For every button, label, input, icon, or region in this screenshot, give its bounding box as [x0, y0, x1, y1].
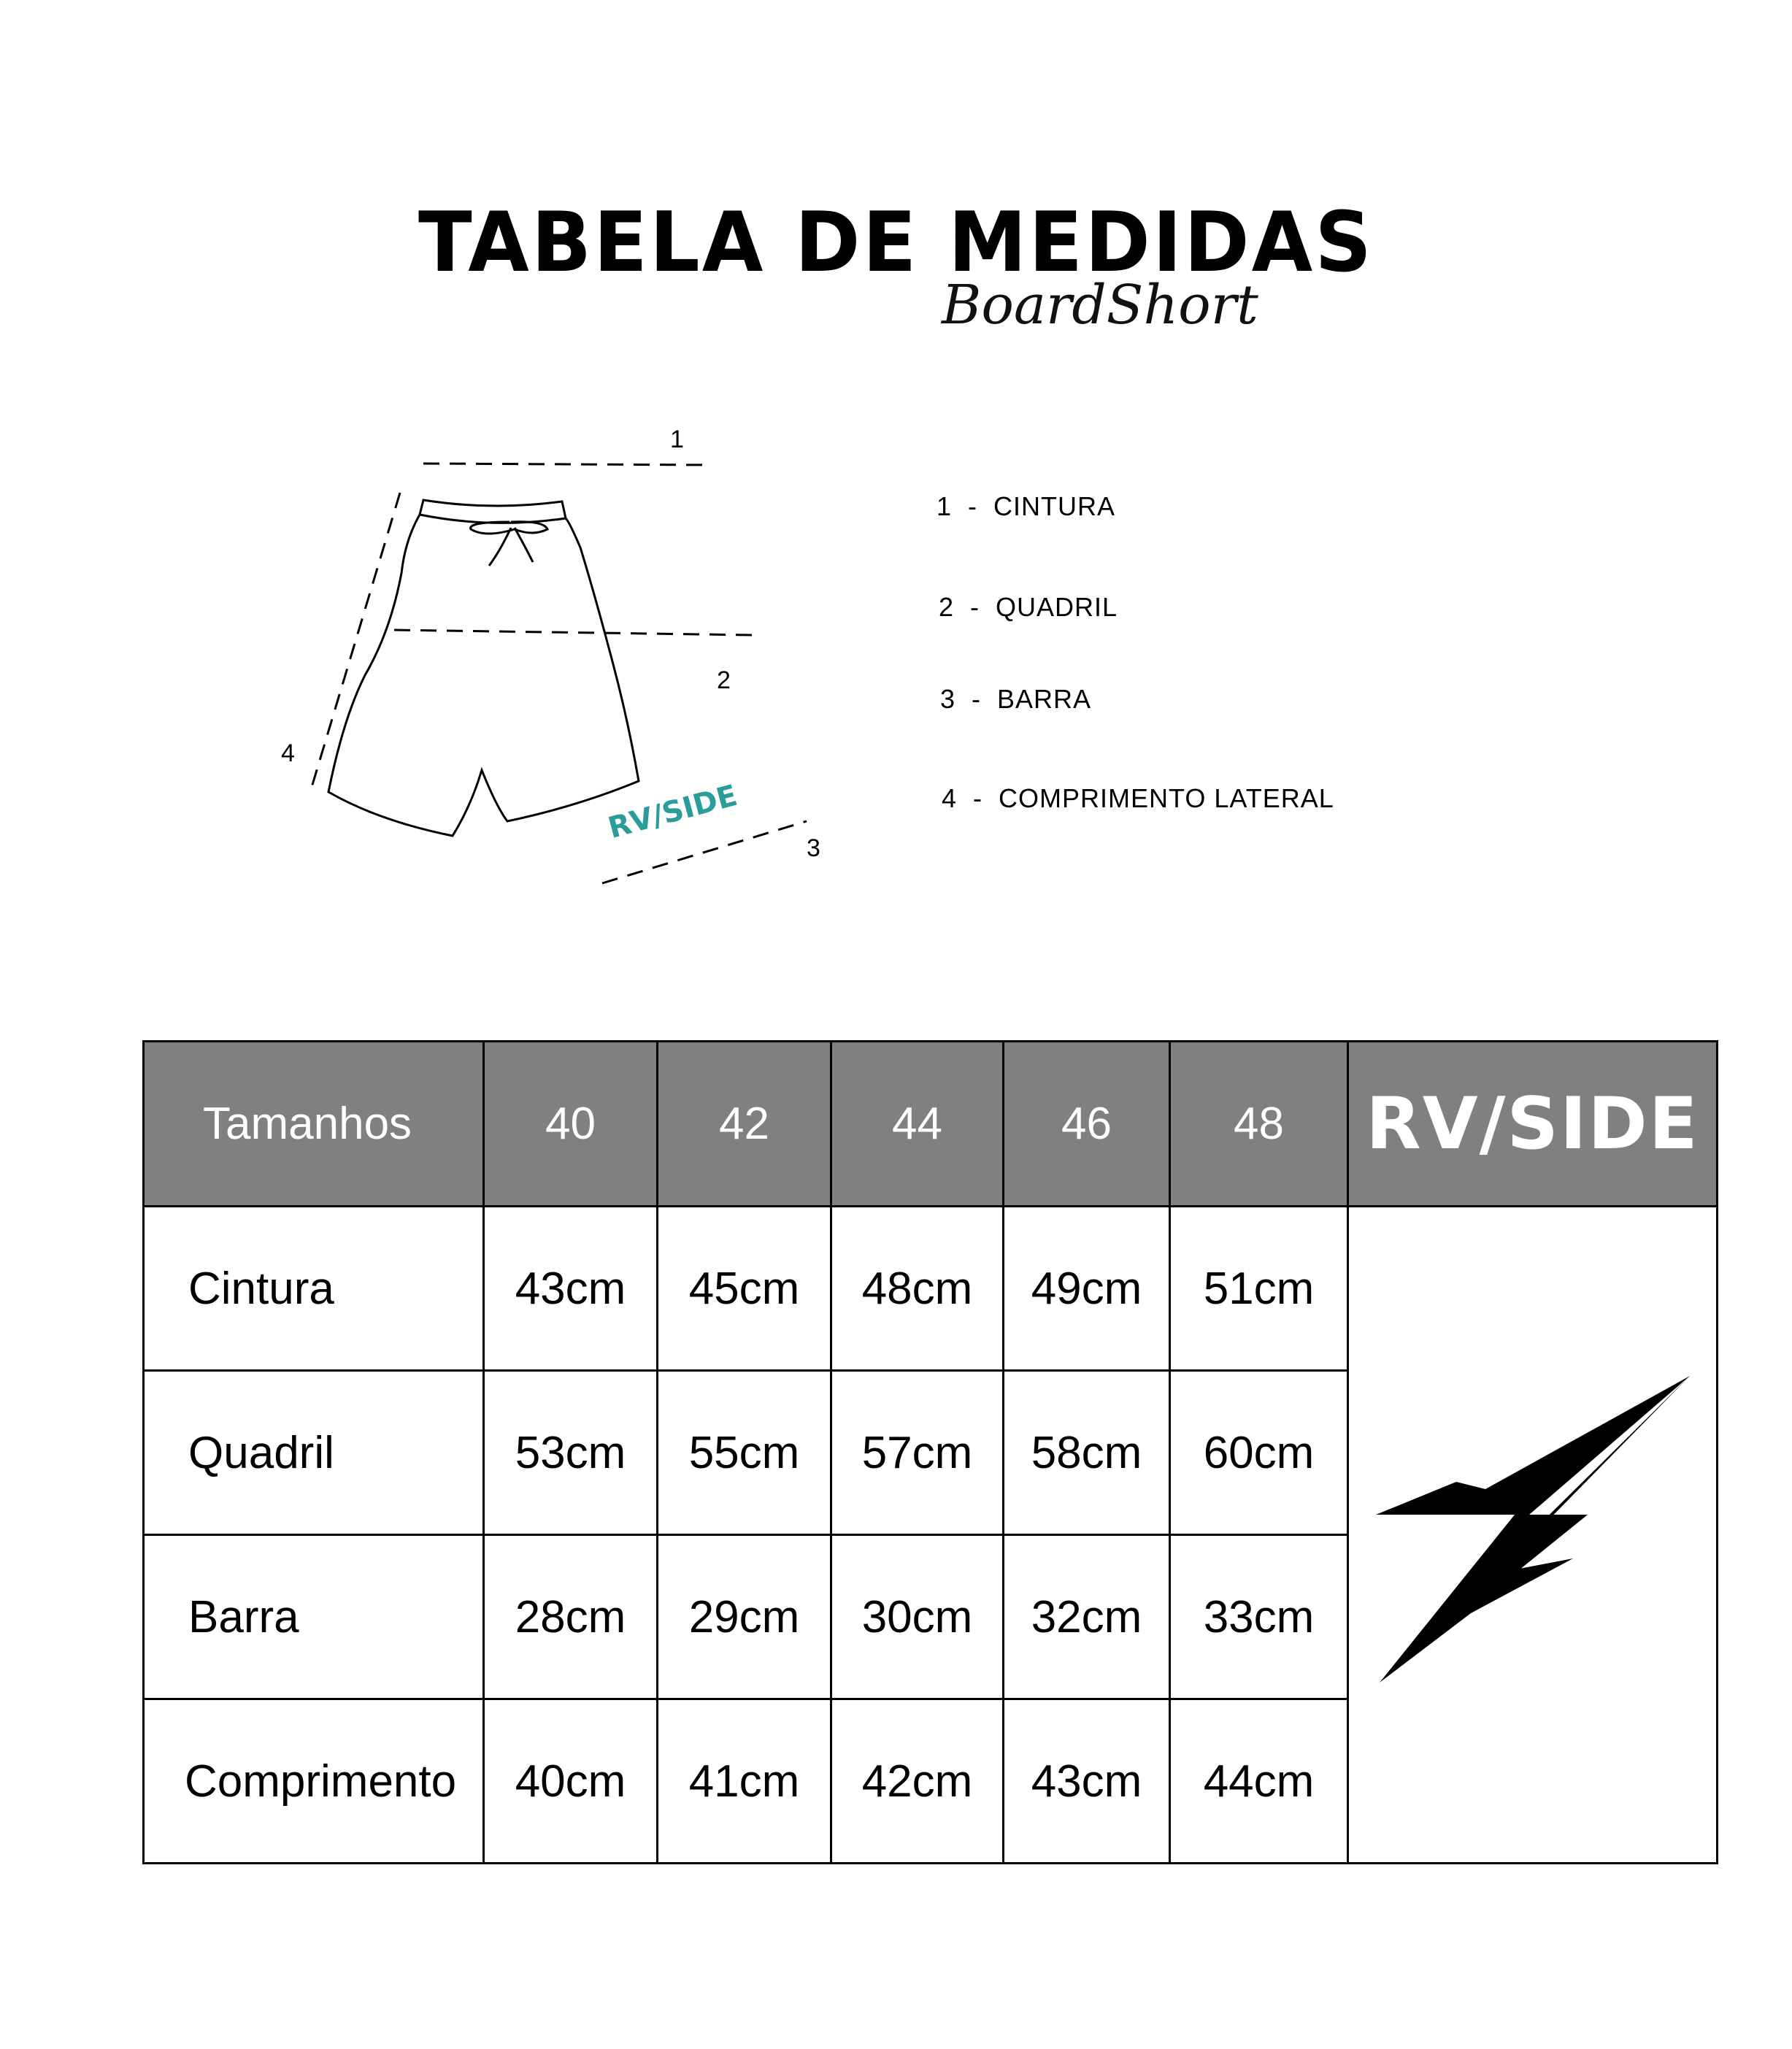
size-48: 48	[1170, 1042, 1348, 1207]
table-cell: 29cm	[658, 1535, 831, 1699]
brand-logo: RV/SIDE	[1366, 1082, 1699, 1166]
table-cell: 30cm	[831, 1535, 1004, 1699]
size-header-row	[144, 1042, 1718, 1207]
row-label: Comprimento	[144, 1699, 484, 1864]
diagram-brand-logo: RV/SIDE	[604, 778, 741, 846]
table-cell: 42cm	[831, 1699, 1004, 1864]
table-cell: 53cm	[484, 1371, 658, 1535]
legend-cintura: 1 - CINTURA	[937, 491, 1116, 521]
size-table	[142, 1040, 1718, 1864]
table-cell: 58cm	[1004, 1371, 1170, 1535]
marker-2: 2	[717, 666, 731, 694]
row-label: Cintura	[144, 1207, 484, 1371]
table-cell: 57cm	[831, 1371, 1004, 1535]
size-44: 44	[831, 1042, 1004, 1207]
marker-3: 3	[807, 834, 820, 862]
table-cell: 60cm	[1170, 1371, 1348, 1535]
table-cell: 28cm	[484, 1535, 658, 1699]
table-cell: 43cm	[484, 1207, 658, 1371]
table-cell: 51cm	[1170, 1207, 1348, 1371]
size-46: 46	[1004, 1042, 1170, 1207]
row-label: Quadril	[144, 1371, 484, 1535]
row-label: Barra	[144, 1535, 484, 1699]
size-40: 40	[484, 1042, 658, 1207]
table-cell: 49cm	[1004, 1207, 1170, 1371]
table-cell: 44cm	[1170, 1699, 1348, 1864]
size-42: 42	[658, 1042, 831, 1207]
table-cell: 48cm	[831, 1207, 1004, 1371]
table-cell: 32cm	[1004, 1535, 1170, 1699]
table-cell: 41cm	[658, 1699, 831, 1864]
page-title: TABELA DE MEDIDAS	[418, 194, 1374, 291]
marker-1: 1	[670, 426, 684, 453]
boardshort-diagram	[270, 412, 839, 902]
legend-barra: 3 - BARRA	[940, 684, 1092, 714]
table-cell: 55cm	[658, 1371, 831, 1535]
table-row-cintura	[144, 1207, 1718, 1371]
brand-icon-cell	[1348, 1207, 1718, 1864]
table-cell: 43cm	[1004, 1699, 1170, 1864]
sizes-label: Tamanhos	[144, 1042, 484, 1207]
brand-logo-cell	[1348, 1042, 1718, 1207]
lightning-z-logo-icon	[1369, 1372, 1697, 1686]
table-cell: 33cm	[1170, 1535, 1348, 1699]
marker-4: 4	[281, 739, 295, 767]
table-cell: 45cm	[658, 1207, 831, 1371]
page-subtitle: BoardShort	[942, 274, 1258, 337]
table-cell: 40cm	[484, 1699, 658, 1864]
legend-comprimento-lateral: 4 - COMPRIMENTO LATERAL	[942, 783, 1334, 813]
legend-quadril: 2 - QUADRIL	[939, 592, 1118, 622]
